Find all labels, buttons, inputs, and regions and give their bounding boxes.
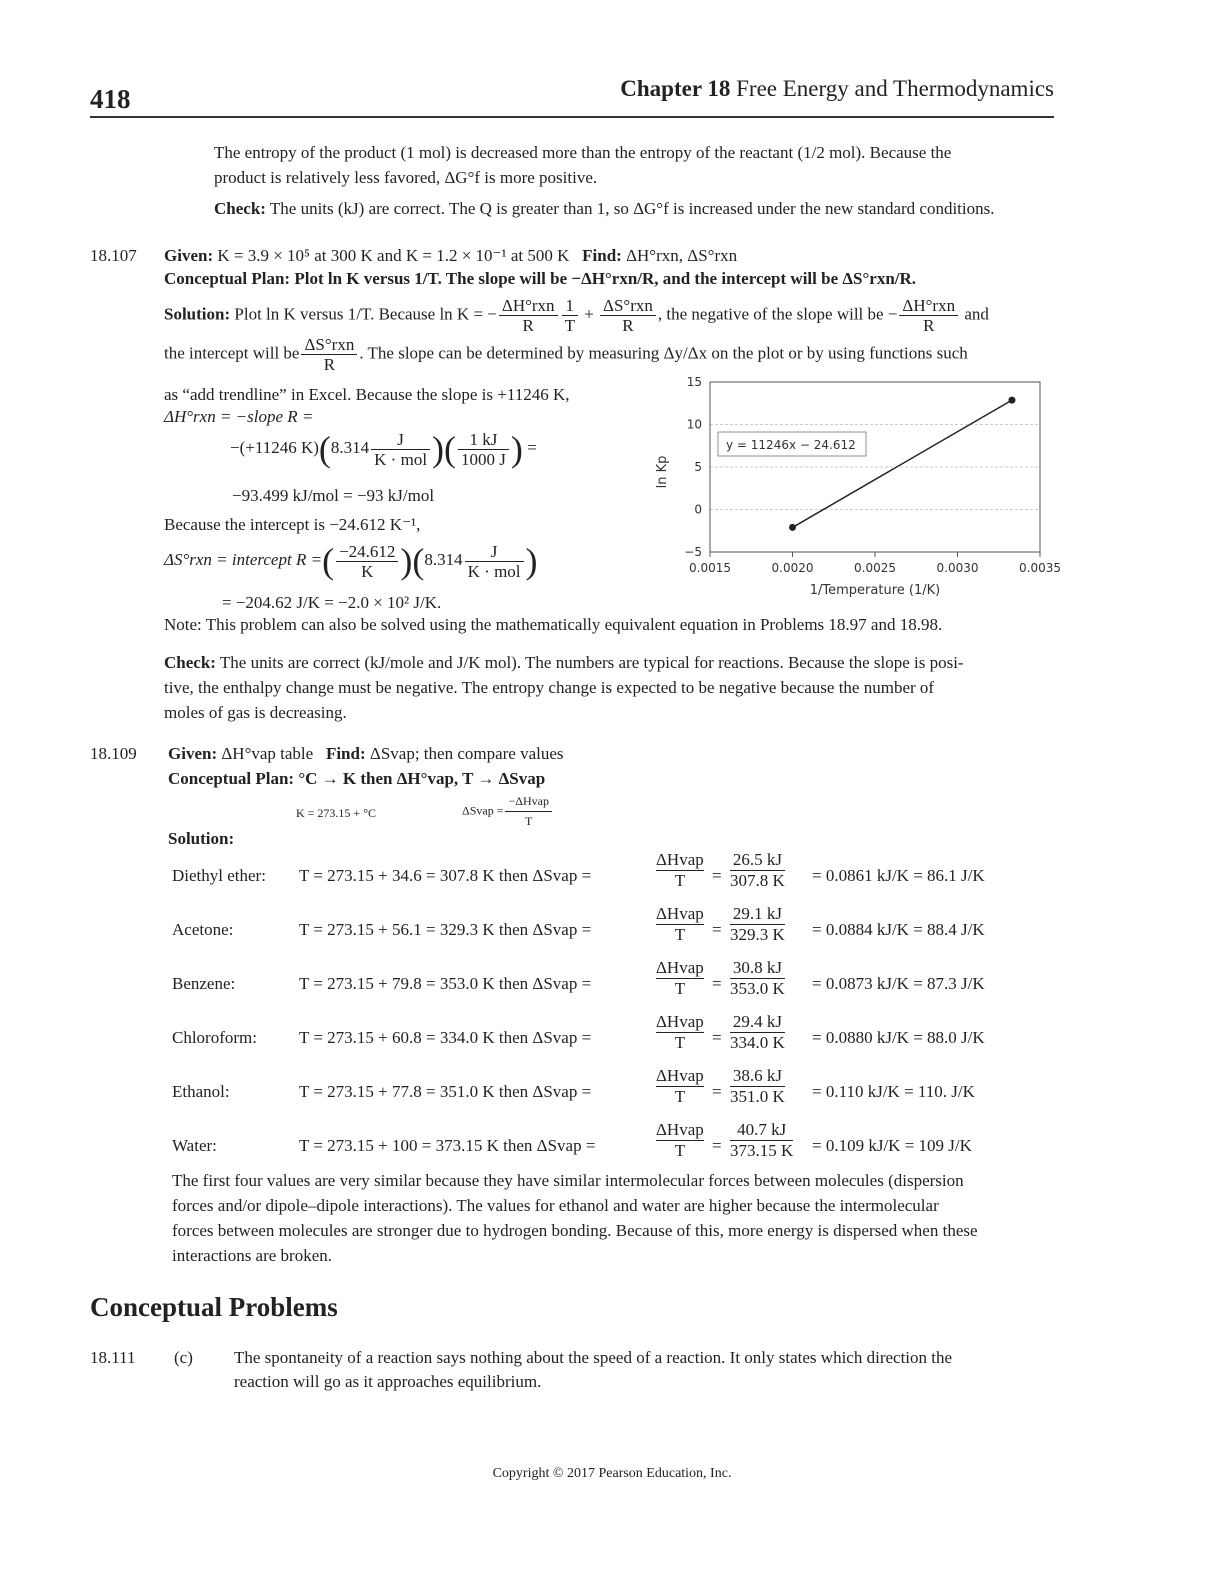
svap-result: = 0.0880 kJ/K = 88.0 J/K <box>812 1028 985 1047</box>
y-tick-label: 15 <box>686 375 702 389</box>
p107-given <box>164 243 737 268</box>
frac-values: 38.6 kJ 351.0 K <box>730 1066 785 1106</box>
ds-calculation: ΔS°rxn = intercept R =( $\frac{-24.612}{K}$ )(8.314 $\frac{J}{\text{K · mol}}$ ) <box>164 541 538 581</box>
svap-row <box>172 1066 1052 1118</box>
svap-result: = 0.109 kJ/K = 109 J/K <box>812 1136 972 1155</box>
frac-one-over-t: $\frac{1}{T}$ <box>562 296 578 335</box>
p109-given <box>168 741 564 766</box>
problem-number-111: 18.111 <box>90 1348 136 1367</box>
frac-j-per-kmol-2: $\frac{J}{\text{K · mol}}$ <box>465 542 524 581</box>
p109-plan <box>168 766 545 791</box>
intro-line-1: The entropy of the product (1 mol) is decreased more than the entropy of the reactant (1/2 mol). Because the <box>214 143 952 162</box>
chapter-header <box>620 76 1054 102</box>
svap-row <box>172 850 1052 902</box>
x-tick-label: 0.0030 <box>936 561 979 575</box>
svap-result: = 0.0861 kJ/K = 86.1 J/K <box>812 866 985 885</box>
conceptual-line-1: The spontaneity of a reaction says nothing about the speed of a reaction. It only states which direction the <box>234 1348 953 1367</box>
svap-result: = 0.0873 kJ/K = 87.3 J/K <box>812 974 985 993</box>
intercept-text: Because the intercept is −24.612 K⁻¹, <box>164 515 421 534</box>
temperature-equation: T = 273.15 + 77.8 = 351.0 K then ΔSvap = <box>299 1082 592 1101</box>
p107-check-2: tive, the enthalpy change must be negative. The entropy change is expected to be negative because the number of <box>164 678 935 697</box>
answer-letter: (c) <box>174 1348 193 1367</box>
frac-dh-over-r: $\frac{\text{ΔH°rxn}}{R}$ <box>499 296 558 335</box>
p107-check-3: moles of gas is decreasing. <box>164 703 347 722</box>
frac-dhvap-over-t: ΔHvap T <box>656 1012 704 1052</box>
ds-result: = −204.62 J/K = −2.0 × 10² J/K. <box>222 593 442 612</box>
find-label: Find: <box>582 246 622 265</box>
ln-kp-chart <box>640 374 1080 606</box>
y-axis-label: ln Kp <box>655 455 670 489</box>
frac-j-per-kmol: $\frac{J}{\text{K · mol}}$ <box>371 430 430 469</box>
p109-given-text: ΔH°vap table <box>221 744 314 763</box>
temperature-equation: T = 273.15 + 60.8 = 334.0 K then ΔSvap = <box>299 1028 592 1047</box>
plan-eq-1: K = 273.15 + °C <box>296 806 377 820</box>
p109-conclusion-4: interactions are broken. <box>172 1246 333 1265</box>
equals-sign: = <box>712 1082 722 1101</box>
trendline <box>793 400 1012 527</box>
frac-values: 29.1 kJ 329.3 K <box>730 904 785 944</box>
y-tick-label: −5 <box>684 545 702 559</box>
sol-a: Plot ln K versus 1/T. Because ln K = − <box>234 304 497 324</box>
plan-text: Plot ln K versus 1/T. The slope will be −ΔH°rxn/R, and the intercept will be ΔS°rxn/R. <box>294 269 917 288</box>
svap-row <box>172 1120 1052 1172</box>
substance-name: Acetone: <box>172 920 234 939</box>
frac-values: 29.4 kJ 334.0 K <box>730 1012 785 1052</box>
y-tick-label: 5 <box>694 460 702 474</box>
dh-equation: ΔH°rxn = −slope R = <box>164 407 314 426</box>
equals-sign: = <box>712 1136 722 1155</box>
frac-values: 30.8 kJ 353.0 K <box>730 958 785 998</box>
frac-values: 40.7 kJ 373.15 K <box>730 1120 794 1160</box>
ds-equation: ΔS°rxn = intercept R = <box>164 549 323 569</box>
dh-calc-b: 8.314 <box>330 437 370 457</box>
frac-dhvap-over-t: ΔHvap T <box>656 904 704 944</box>
p109-conclusion-1: The first four values are very similar because they have similar intermolecular forces between molecules (dispersion <box>172 1171 964 1190</box>
svap-row <box>172 904 1052 956</box>
frac-dh-over-r-2: $\frac{\text{ΔH°rxn}}{R}$ <box>899 296 958 335</box>
equation-label: y = 11246x − 24.612 <box>726 438 856 452</box>
p109-find-text: ΔSvap; then compare values <box>369 744 564 763</box>
intro-line-2: product is relatively less favored, ΔG°f is more positive. <box>214 168 598 187</box>
frac-ds-over-r: $\frac{\text{ΔS°rxn}}{R}$ <box>600 296 656 335</box>
plan-eq-2: ΔSvap = $\frac{\text{−ΔHvap}}{T}$ <box>462 792 554 831</box>
data-point <box>789 524 796 531</box>
equals-sign: = <box>527 437 537 457</box>
p107-check-text-1: The units are correct (kJ/mole and J/K mol). The numbers are typical for reactions. Because the slope is posi- <box>219 653 964 672</box>
frac-dhvap-over-t: ΔHvap T <box>656 850 704 890</box>
temperature-equation: T = 273.15 + 34.6 = 307.8 K then ΔSvap = <box>299 866 592 885</box>
x-tick-labels <box>689 552 1061 575</box>
p107-check-1 <box>164 650 964 675</box>
x-tick-label: 0.0015 <box>689 561 731 575</box>
conceptual-line-2: reaction will go as it approaches equilibrium. <box>234 1372 542 1391</box>
problem-number-107: 18.107 <box>90 246 137 265</box>
frac-kj-per-j: $\frac{1 kJ}{1000 J}$ <box>458 430 509 469</box>
sol-d: the intercept will be <box>164 343 300 363</box>
dh-result: −93.499 kJ/mol = −93 kJ/mol <box>232 486 435 505</box>
sol-b: , the negative of the slope will be − <box>657 304 898 324</box>
p109-plan-text: °C → K then ΔH°vap, T → ΔSvap <box>298 769 546 788</box>
frac-ds-over-r-2: $\frac{\text{ΔS°rxn}}{R}$ <box>301 335 357 374</box>
equals-sign: = <box>712 1028 722 1047</box>
intro-check <box>214 196 994 221</box>
x-tick-label: 0.0020 <box>771 561 814 575</box>
find-text: ΔH°rxn, ΔS°rxn <box>626 246 738 265</box>
x-tick-label: 0.0025 <box>854 561 896 575</box>
svap-row <box>172 1012 1052 1064</box>
p107-intercept-line <box>164 335 968 374</box>
data-point <box>1008 397 1015 404</box>
frac-intercept: $\frac{-24.612}{K}$ <box>336 542 398 581</box>
svap-result: = 0.110 kJ/K = 110. J/K <box>812 1082 975 1101</box>
equals-sign: = <box>712 974 722 993</box>
substance-name: Chloroform: <box>172 1028 257 1047</box>
dh-calc-a: −(+11246 K) <box>230 437 319 457</box>
substance-name: Water: <box>172 1136 217 1155</box>
chapter-label: Chapter 18 <box>620 76 731 101</box>
note: Note: This problem can also be solved using the mathematically equivalent equation in Problems 18.97 and 18.98. <box>164 615 943 634</box>
check-text: The units (kJ) are correct. The Q is greater than 1, so ΔG°f is increased under the new standard conditions. <box>269 199 995 218</box>
svap-result: = 0.0884 kJ/K = 88.4 J/K <box>812 920 985 939</box>
solution-label: Solution: <box>164 304 231 324</box>
sol-f: as “add trendline” in Excel. Because the slope is +11246 K, <box>164 385 570 404</box>
sol-c: and <box>964 304 989 324</box>
substance-name: Diethyl ether: <box>172 866 266 885</box>
p109-solution-label: Solution: <box>168 829 235 848</box>
p109-plan-label: Conceptual Plan: <box>168 769 295 788</box>
p107-solution-line <box>164 296 989 335</box>
frac-dhvap-over-t: ΔHvap T <box>656 1120 704 1160</box>
svap-row <box>172 958 1052 1010</box>
p107-plan <box>164 266 916 291</box>
equals-sign: = <box>712 920 722 939</box>
copyright: Copyright © 2017 Pearson Education, Inc. <box>492 1466 732 1481</box>
plus-sign: + <box>584 304 594 324</box>
frac-values: 26.5 kJ 307.8 K <box>730 850 785 890</box>
equals-sign: = <box>712 866 722 885</box>
y-tick-label: 0 <box>694 502 702 517</box>
check-label: Check: <box>214 199 266 218</box>
x-tick-label: 0.0035 <box>1019 561 1061 575</box>
dh-calculation: −(+11246 K)(8.314 $\frac{J}{\text{K · mol}}$ )( $\frac{1 kJ}{1000 J}$ ) = <box>230 429 537 469</box>
chapter-title: Free Energy and Thermodynamics <box>736 76 1054 101</box>
temperature-equation: T = 273.15 + 100 = 373.15 K then ΔSvap = <box>299 1136 596 1155</box>
y-tick-label: 10 <box>686 417 702 432</box>
frac-dhvap-over-t: ΔHvap T <box>656 1066 704 1106</box>
temperature-equation: T = 273.15 + 79.8 = 353.0 K then ΔSvap = <box>299 974 592 993</box>
frac-dhvap-over-t: ΔHvap T <box>656 958 704 998</box>
plan-label: Conceptual Plan: <box>164 269 291 288</box>
x-axis-label: 1/Temperature (1/K) <box>809 583 941 598</box>
p109-given-label: Given: <box>168 744 218 763</box>
given-label: Given: <box>164 246 214 265</box>
section-heading: Conceptual Problems <box>90 1292 338 1322</box>
p109-conclusion-2: forces and/or dipole–dipole interactions). The values for ethanol and water are higher because the intermolecular <box>172 1196 939 1215</box>
substance-name: Ethanol: <box>172 1082 230 1101</box>
temperature-equation: T = 273.15 + 56.1 = 329.3 K then ΔSvap = <box>299 920 592 939</box>
page-number: 418 <box>90 84 131 114</box>
p109-find-label: Find: <box>325 744 366 763</box>
given-text: K = 3.9 × 10⁵ at 300 K and K = 1.2 × 10⁻¹ at 500 K <box>217 246 570 265</box>
sol-e: . The slope can be determined by measuring Δy/Δx on the plot or by using functions such <box>359 343 968 363</box>
p109-conclusion-3: forces between molecules are stronger due to hydrogen bonding. Because of this, more energy is dispersed when these <box>172 1221 978 1240</box>
substance-name: Benzene: <box>172 974 236 993</box>
problem-number-109: 18.109 <box>90 744 137 763</box>
chart-grid <box>710 382 1040 552</box>
p107-check-label: Check: <box>164 653 216 672</box>
y-tick-labels <box>684 375 702 559</box>
header-rule <box>90 116 1054 118</box>
